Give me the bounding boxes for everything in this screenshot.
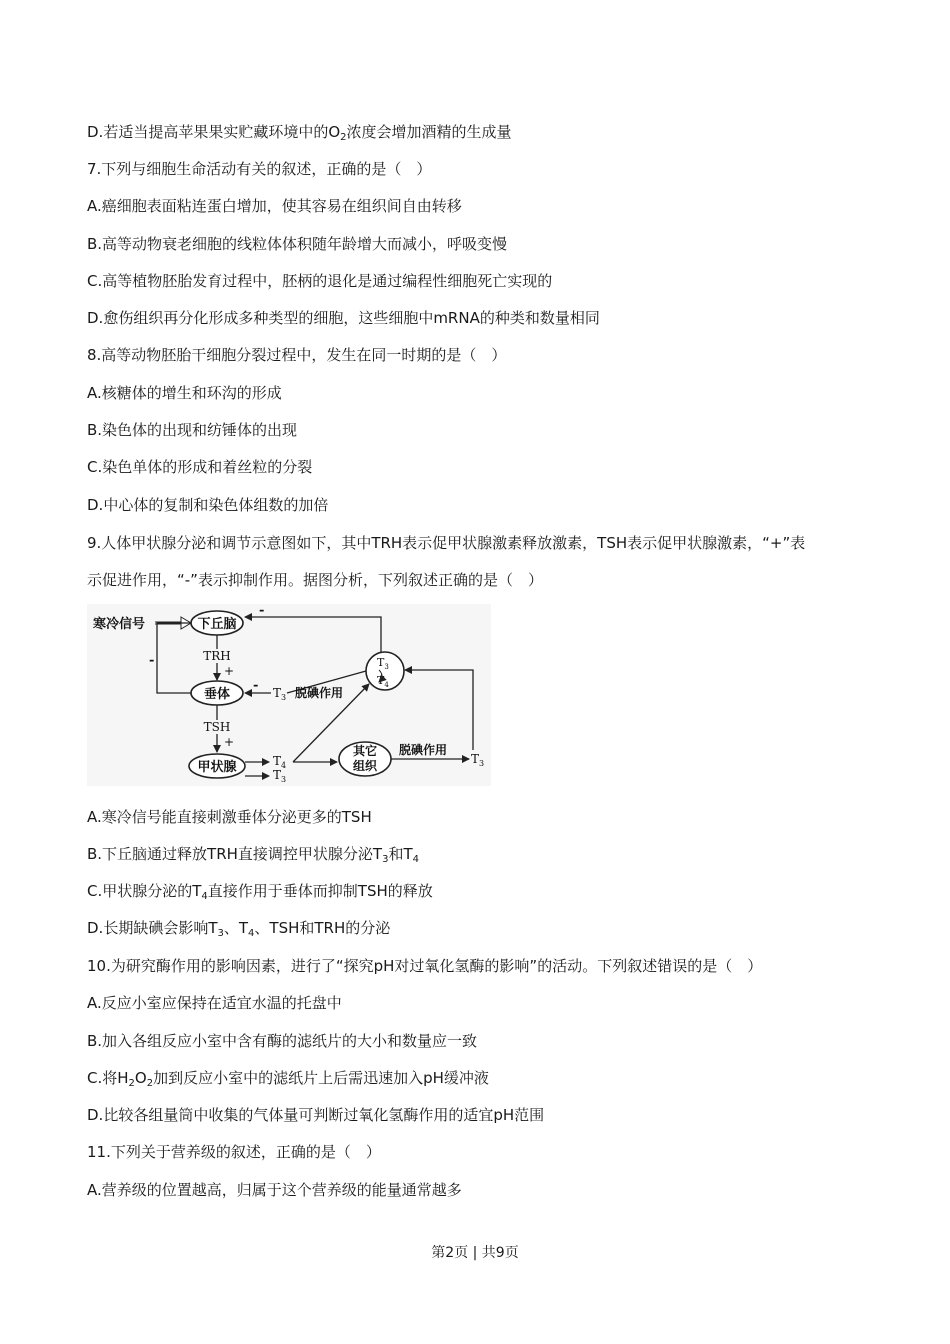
q8-option-b: B.染色体的出现和纺锤体的出现 bbox=[87, 421, 298, 439]
thyroid-t4-label: $T_4$ bbox=[273, 754, 287, 770]
q8-option-d: D.中心体的复制和染色体组数的加倍 bbox=[87, 496, 329, 514]
trh-label: TRH bbox=[203, 649, 231, 663]
tsh-label: TSH bbox=[203, 720, 231, 734]
q8-option-c: C.染色单体的形成和着丝粒的分裂 bbox=[87, 458, 313, 476]
q11-option-a: A.营养级的位置越高，归属于这个营养级的能量通常越多 bbox=[87, 1181, 462, 1199]
q10-stem: 10.为研究酶作用的影响因素，进行了“探究pH对过氧化氢酶的影响”的活动。下列叙述错误的是（ ） bbox=[87, 957, 763, 975]
circle-t4-label: $T_4$ bbox=[377, 674, 389, 689]
q11-stem: 11.下列关于营养级的叙述，正确的是（ ） bbox=[87, 1143, 381, 1161]
tissue-t3-label: $T_3$ bbox=[471, 752, 485, 768]
circle-t3-label: $T_3$ bbox=[377, 656, 389, 671]
pituitary-feedback-minus: - bbox=[149, 653, 155, 668]
q9-stem-line1: 9.人体甲状腺分泌和调节示意图如下，其中TRH表示促甲状腺激素释放激素，TSH表示促甲状腺激素，“+”表 bbox=[87, 534, 806, 552]
diagram-svg bbox=[87, 604, 491, 786]
other-tissue-label-1: 其它 bbox=[352, 744, 378, 758]
q9-option-d: D.长期缺碘会影响$T_3$、$T_4$、TSH和TRH的分泌 bbox=[87, 919, 391, 939]
other-tissue-label-2: 组织 bbox=[352, 759, 378, 773]
hypothalamus-feedback-minus: - bbox=[259, 604, 265, 618]
q7-option-b: B.高等动物衰老细胞的线粒体体积随年龄增大而减小，呼吸变慢 bbox=[87, 235, 508, 253]
circle-deiod-label: 脱碘作用 bbox=[295, 686, 344, 700]
q7-option-d: D.愈伤组织再分化形成多种类型的细胞，这些细胞中mRNA的种类和数量相同 bbox=[87, 309, 600, 327]
q7-option-c: C.高等植物胚胎发育过程中，胚柄的退化是通过编程性细胞死亡实现的 bbox=[87, 272, 553, 290]
thyroid-label: 甲状腺 bbox=[197, 760, 237, 775]
cold-signal-label: 寒冷信号 bbox=[93, 617, 146, 632]
hypothalamus-label: 下丘脑 bbox=[197, 617, 237, 632]
q10-option-b: B.加入各组反应小室中含有酶的滤纸片的大小和数量应一致 bbox=[87, 1032, 478, 1050]
tsh-plus: + bbox=[224, 735, 235, 749]
thyroid-regulation-diagram bbox=[87, 604, 491, 786]
q10-option-a: A.反应小室应保持在适宜水温的托盘中 bbox=[87, 994, 342, 1012]
pituitary-label: 垂体 bbox=[203, 687, 231, 702]
thyroid-t3-label: $T_3$ bbox=[273, 768, 287, 784]
q9-option-a: A.寒冷信号能直接刺激垂体分泌更多的TSH bbox=[87, 808, 372, 826]
q8-stem: 8.高等动物胚胎干细胞分裂过程中，发生在同一时期的是（ ） bbox=[87, 346, 507, 364]
q10-option-d: D.比较各组量筒中收集的气体量可判断过氧化氢酶作用的适宜pH范围 bbox=[87, 1106, 545, 1124]
q9-option-c: C.甲状腺分泌的$T_4$直接作用于垂体而抑制TSH的释放 bbox=[87, 882, 433, 902]
q10-option-c: C.将$H_2O_2$加到反应小室中的滤纸片上后需迅速加入pH缓冲液 bbox=[87, 1069, 489, 1089]
q9-option-b: B.下丘脑通过释放TRH直接调控甲状腺分泌$T_3$和$T_4$ bbox=[87, 845, 420, 865]
q6-option-d: D.若适当提高苹果果实贮藏环境中的$O_2$浓度会增加酒精的生成量 bbox=[87, 123, 512, 143]
q9-stem-line2: 示促进作用，“-”表示抑制作用。据图分析，下列叙述正确的是（ ） bbox=[87, 571, 543, 589]
page-footer: 第2页 | 共9页 bbox=[431, 1245, 519, 1261]
tissue-deiod-label: 脱碘作用 bbox=[399, 743, 448, 757]
q8-option-a: A.核糖体的增生和环沟的形成 bbox=[87, 384, 282, 402]
pituitary-t3-minus: - bbox=[253, 678, 259, 693]
q7-stem: 7.下列与细胞生命活动有关的叙述，正确的是（ ） bbox=[87, 160, 432, 178]
trh-plus: + bbox=[224, 664, 235, 678]
pituitary-t3-label: $T_3$ bbox=[273, 686, 287, 702]
q7-option-a: A.癌细胞表面粘连蛋白增加，使其容易在组织间自由转移 bbox=[87, 197, 462, 215]
